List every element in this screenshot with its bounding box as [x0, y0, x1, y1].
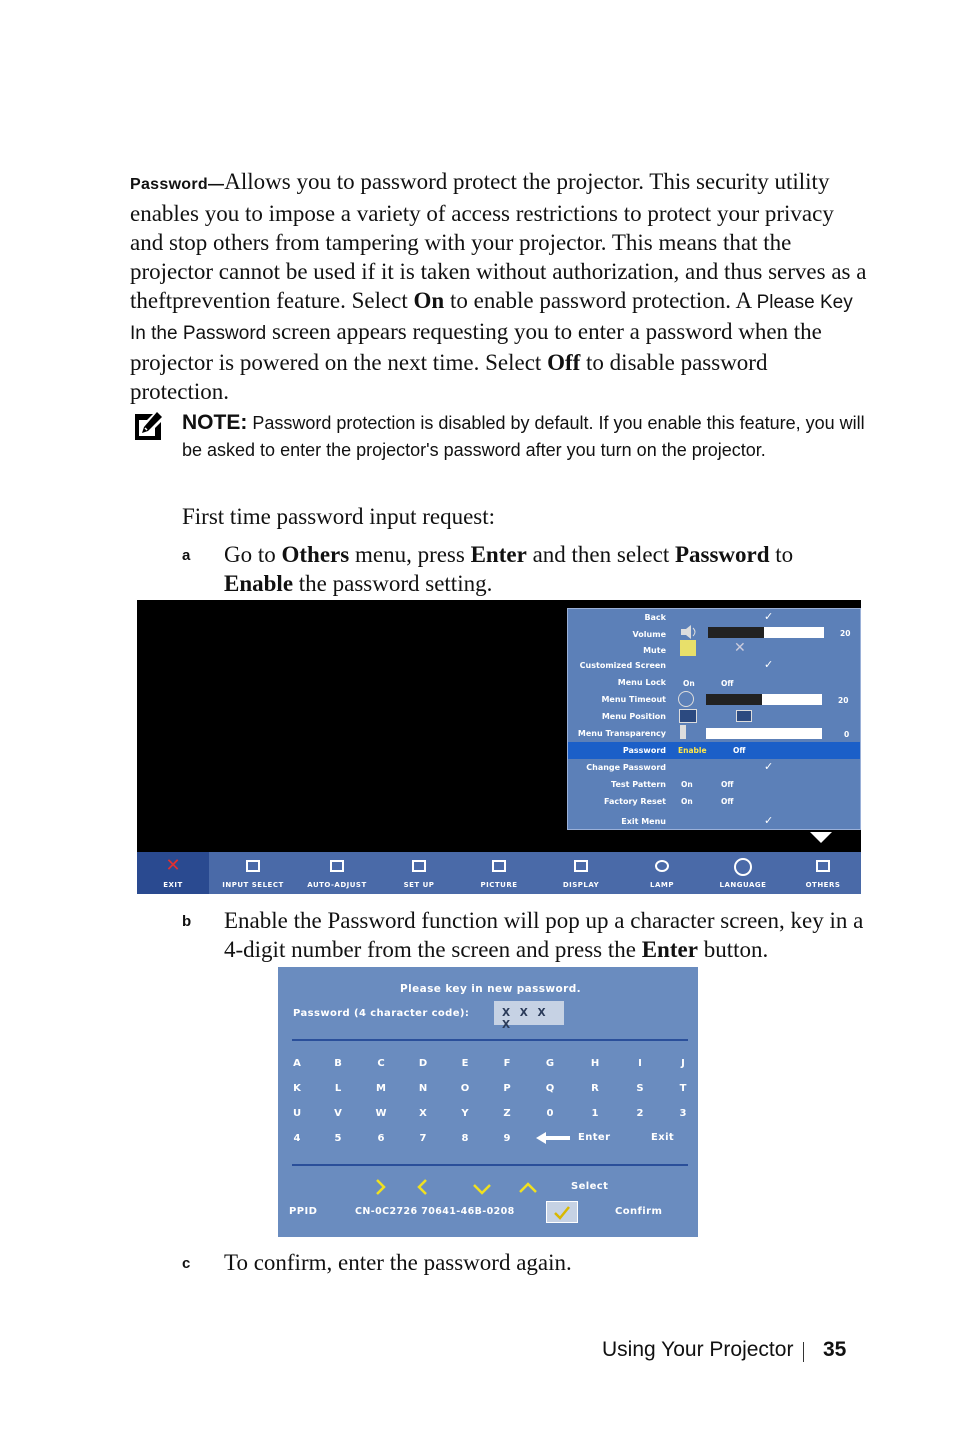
select-label: Select — [571, 1181, 609, 1192]
key-9[interactable]: 9 — [503, 1133, 511, 1144]
osd-others-menu-screenshot — [137, 600, 861, 894]
key-h[interactable]: H — [590, 1058, 600, 1069]
speaker-icon — [679, 624, 699, 640]
mute-on-icon[interactable]: ✕ — [734, 641, 746, 656]
key-2[interactable]: 2 — [636, 1108, 644, 1119]
key-5[interactable]: 5 — [334, 1133, 342, 1144]
menu-item-customized-screen[interactable]: Customized Screen — [579, 661, 666, 670]
mute-off-icon[interactable] — [680, 640, 696, 656]
check-icon — [547, 1202, 577, 1222]
key-a[interactable]: A — [293, 1058, 301, 1069]
volume-slider-fill — [708, 627, 764, 638]
others-menu-panel — [567, 608, 861, 830]
volume-slider[interactable] — [708, 627, 824, 638]
menu-item-mute[interactable]: Mute — [643, 646, 666, 655]
password-field-label: Password (4 character code): — [293, 1008, 470, 1019]
step-a-text: Go to Others menu, press Enter and then select Password to Enable the password setting. — [224, 542, 794, 596]
check-icon: ✓ — [764, 760, 774, 773]
divider — [292, 1039, 688, 1041]
tab-lamp[interactable]: LAMP — [622, 852, 702, 894]
navigation-arrows-icon — [374, 1177, 544, 1197]
exit-x-icon: ✕ — [165, 855, 181, 876]
backspace-arrow-icon[interactable] — [536, 1132, 572, 1144]
key-l[interactable]: L — [334, 1083, 342, 1094]
tab-language[interactable]: LANGUAGE — [703, 852, 783, 894]
menu-transparency-slider[interactable] — [706, 728, 822, 739]
key-exit[interactable]: Exit — [651, 1132, 675, 1143]
tab-picture[interactable]: PICTURE — [459, 852, 539, 894]
key-t[interactable]: T — [679, 1083, 687, 1094]
key-m[interactable]: M — [376, 1083, 386, 1094]
step-b-text: Enable the Password function will pop up a character screen, key in a 4-digit number from the screen and press the Enter button. — [224, 908, 864, 962]
key-o[interactable]: O — [460, 1083, 470, 1094]
check-icon: ✓ — [764, 814, 774, 827]
key-y[interactable]: Y — [461, 1108, 469, 1119]
menu-item-factory-reset[interactable]: Factory Reset — [604, 797, 666, 806]
menu-timeout-slider[interactable] — [706, 694, 822, 705]
menu-item-password[interactable]: Password — [622, 746, 666, 755]
menu-item-back[interactable]: Back — [644, 613, 666, 622]
key-d[interactable]: D — [418, 1058, 428, 1069]
menu-lock-on[interactable]: On — [683, 679, 695, 688]
key-b[interactable]: B — [334, 1058, 342, 1069]
setup-icon — [412, 860, 426, 872]
key-f[interactable]: F — [503, 1058, 511, 1069]
menu-timeout-slider-fill — [706, 694, 762, 705]
note-pencil-icon — [133, 410, 163, 442]
menu-item-exit-menu[interactable]: Exit Menu — [621, 817, 666, 826]
password-pad-screenshot — [278, 967, 698, 1237]
note-block — [182, 410, 872, 463]
test-pattern-on[interactable]: On — [681, 780, 693, 789]
password-field[interactable] — [494, 1001, 564, 1031]
pad-title: Please key in new password. — [400, 983, 582, 995]
password-field-value: X X X X — [502, 1007, 549, 1031]
key-e[interactable]: E — [461, 1058, 469, 1069]
osd-bottom-bar — [137, 852, 861, 894]
key-v[interactable]: V — [334, 1108, 342, 1119]
password-heading: Password— — [130, 176, 225, 193]
footer-section-title: Using Your Projector — [602, 1338, 794, 1361]
key-j[interactable]: J — [681, 1058, 685, 1069]
confirm-check-button[interactable] — [546, 1201, 578, 1223]
key-6[interactable]: 6 — [377, 1133, 385, 1144]
step-c-letter: c — [182, 1255, 191, 1272]
volume-value: 20 — [840, 629, 851, 638]
tab-set-up[interactable]: SET UP — [379, 852, 459, 894]
menu-item-volume[interactable]: Volume — [632, 630, 666, 639]
password-off[interactable]: Off — [733, 746, 746, 755]
position-right-icon[interactable] — [736, 710, 752, 722]
key-i[interactable]: I — [638, 1058, 642, 1069]
key-n[interactable]: N — [418, 1083, 428, 1094]
step-b-letter: b — [182, 913, 192, 930]
menu-lock-off[interactable]: Off — [721, 679, 734, 688]
key-s[interactable]: S — [636, 1083, 644, 1094]
key-q[interactable]: Q — [545, 1083, 555, 1094]
menu-item-menu-lock[interactable]: Menu Lock — [617, 678, 666, 687]
page-number: 35 — [823, 1338, 847, 1361]
password-paragraph: Password—Allows you to password protect the projector. This security utility enables you to impose a variety of access restrictions to protect your privacy and stop others from tampering with your projector. This means that the projector cannot be used if it is taken without authorization, and thus serves as a theftprevention feature. Select On to enable password protection. A Please Key In the Password screen appears requesting you to enter a password when the projector is powered on the next time. Select Off to disable password protection. — [130, 169, 867, 404]
footer-divider — [803, 1342, 804, 1362]
key-c[interactable]: C — [377, 1058, 385, 1069]
key-3[interactable]: 3 — [679, 1108, 687, 1119]
auto-adjust-icon — [330, 860, 344, 872]
check-icon: ✓ — [764, 658, 774, 671]
key-g[interactable]: G — [545, 1058, 555, 1069]
tab-exit[interactable]: ✕ EXIT — [137, 852, 209, 894]
ppid-label: PPID — [289, 1206, 318, 1217]
key-enter[interactable]: Enter — [578, 1132, 611, 1143]
factory-reset-off[interactable]: Off — [721, 797, 734, 806]
key-p[interactable]: P — [503, 1083, 511, 1094]
step-a-letter: a — [182, 547, 191, 564]
step-c-text: To confirm, enter the password again. — [224, 1250, 572, 1275]
first-time-text: First time password input request: — [182, 504, 496, 529]
key-k[interactable]: K — [293, 1083, 301, 1094]
others-icon — [816, 860, 830, 872]
tab-input-select[interactable]: INPUT SELECT — [213, 852, 293, 894]
key-u[interactable]: U — [292, 1108, 302, 1119]
input-select-icon — [246, 860, 260, 872]
position-left-icon[interactable] — [679, 709, 697, 723]
globe-icon — [734, 858, 752, 876]
check-icon: ✓ — [764, 610, 774, 623]
display-icon — [574, 860, 588, 872]
transparency-icon — [680, 725, 686, 739]
note-text: Password protection is disabled by default. If you enable this feature, you will be asked to enter the projector's password after you turn on the projector. — [182, 413, 865, 460]
ppid-value: CN-0C2726 70641-46B-0208 — [355, 1206, 515, 1217]
key-w[interactable]: W — [375, 1108, 387, 1119]
tab-auto-adjust[interactable]: AUTO-ADJUST — [297, 852, 377, 894]
confirm-label: Confirm — [615, 1206, 663, 1217]
menu-item-change-password[interactable]: Change Password — [586, 763, 666, 772]
scroll-down-arrow-icon[interactable] — [810, 832, 832, 844]
key-1[interactable]: 1 — [591, 1108, 599, 1119]
factory-reset-on[interactable]: On — [681, 797, 693, 806]
menu-item-menu-timeout[interactable]: Menu Timeout — [601, 695, 666, 704]
key-7[interactable]: 7 — [419, 1133, 427, 1144]
menu-timeout-value: 20 — [838, 696, 849, 705]
key-r[interactable]: R — [591, 1083, 599, 1094]
lamp-icon — [655, 860, 669, 872]
menu-item-menu-position[interactable]: Menu Position — [601, 712, 666, 721]
tab-display[interactable]: DISPLAY — [541, 852, 621, 894]
key-8[interactable]: 8 — [461, 1133, 469, 1144]
key-4[interactable]: 4 — [293, 1133, 301, 1144]
key-z[interactable]: Z — [503, 1108, 511, 1119]
note-label: NOTE: — [182, 411, 248, 434]
menu-transparency-value: 0 — [844, 730, 850, 739]
key-x[interactable]: X — [419, 1108, 427, 1119]
picture-icon — [492, 860, 506, 872]
password-enable[interactable]: Enable — [678, 746, 707, 755]
test-pattern-off[interactable]: Off — [721, 780, 734, 789]
menu-item-menu-transparency[interactable]: Menu Transparency — [577, 729, 666, 738]
key-0[interactable]: 0 — [546, 1108, 554, 1119]
menu-item-test-pattern[interactable]: Test Pattern — [611, 780, 666, 789]
tab-others[interactable]: OTHERS — [785, 852, 861, 894]
divider — [292, 1164, 688, 1166]
timer-icon — [678, 691, 694, 707]
